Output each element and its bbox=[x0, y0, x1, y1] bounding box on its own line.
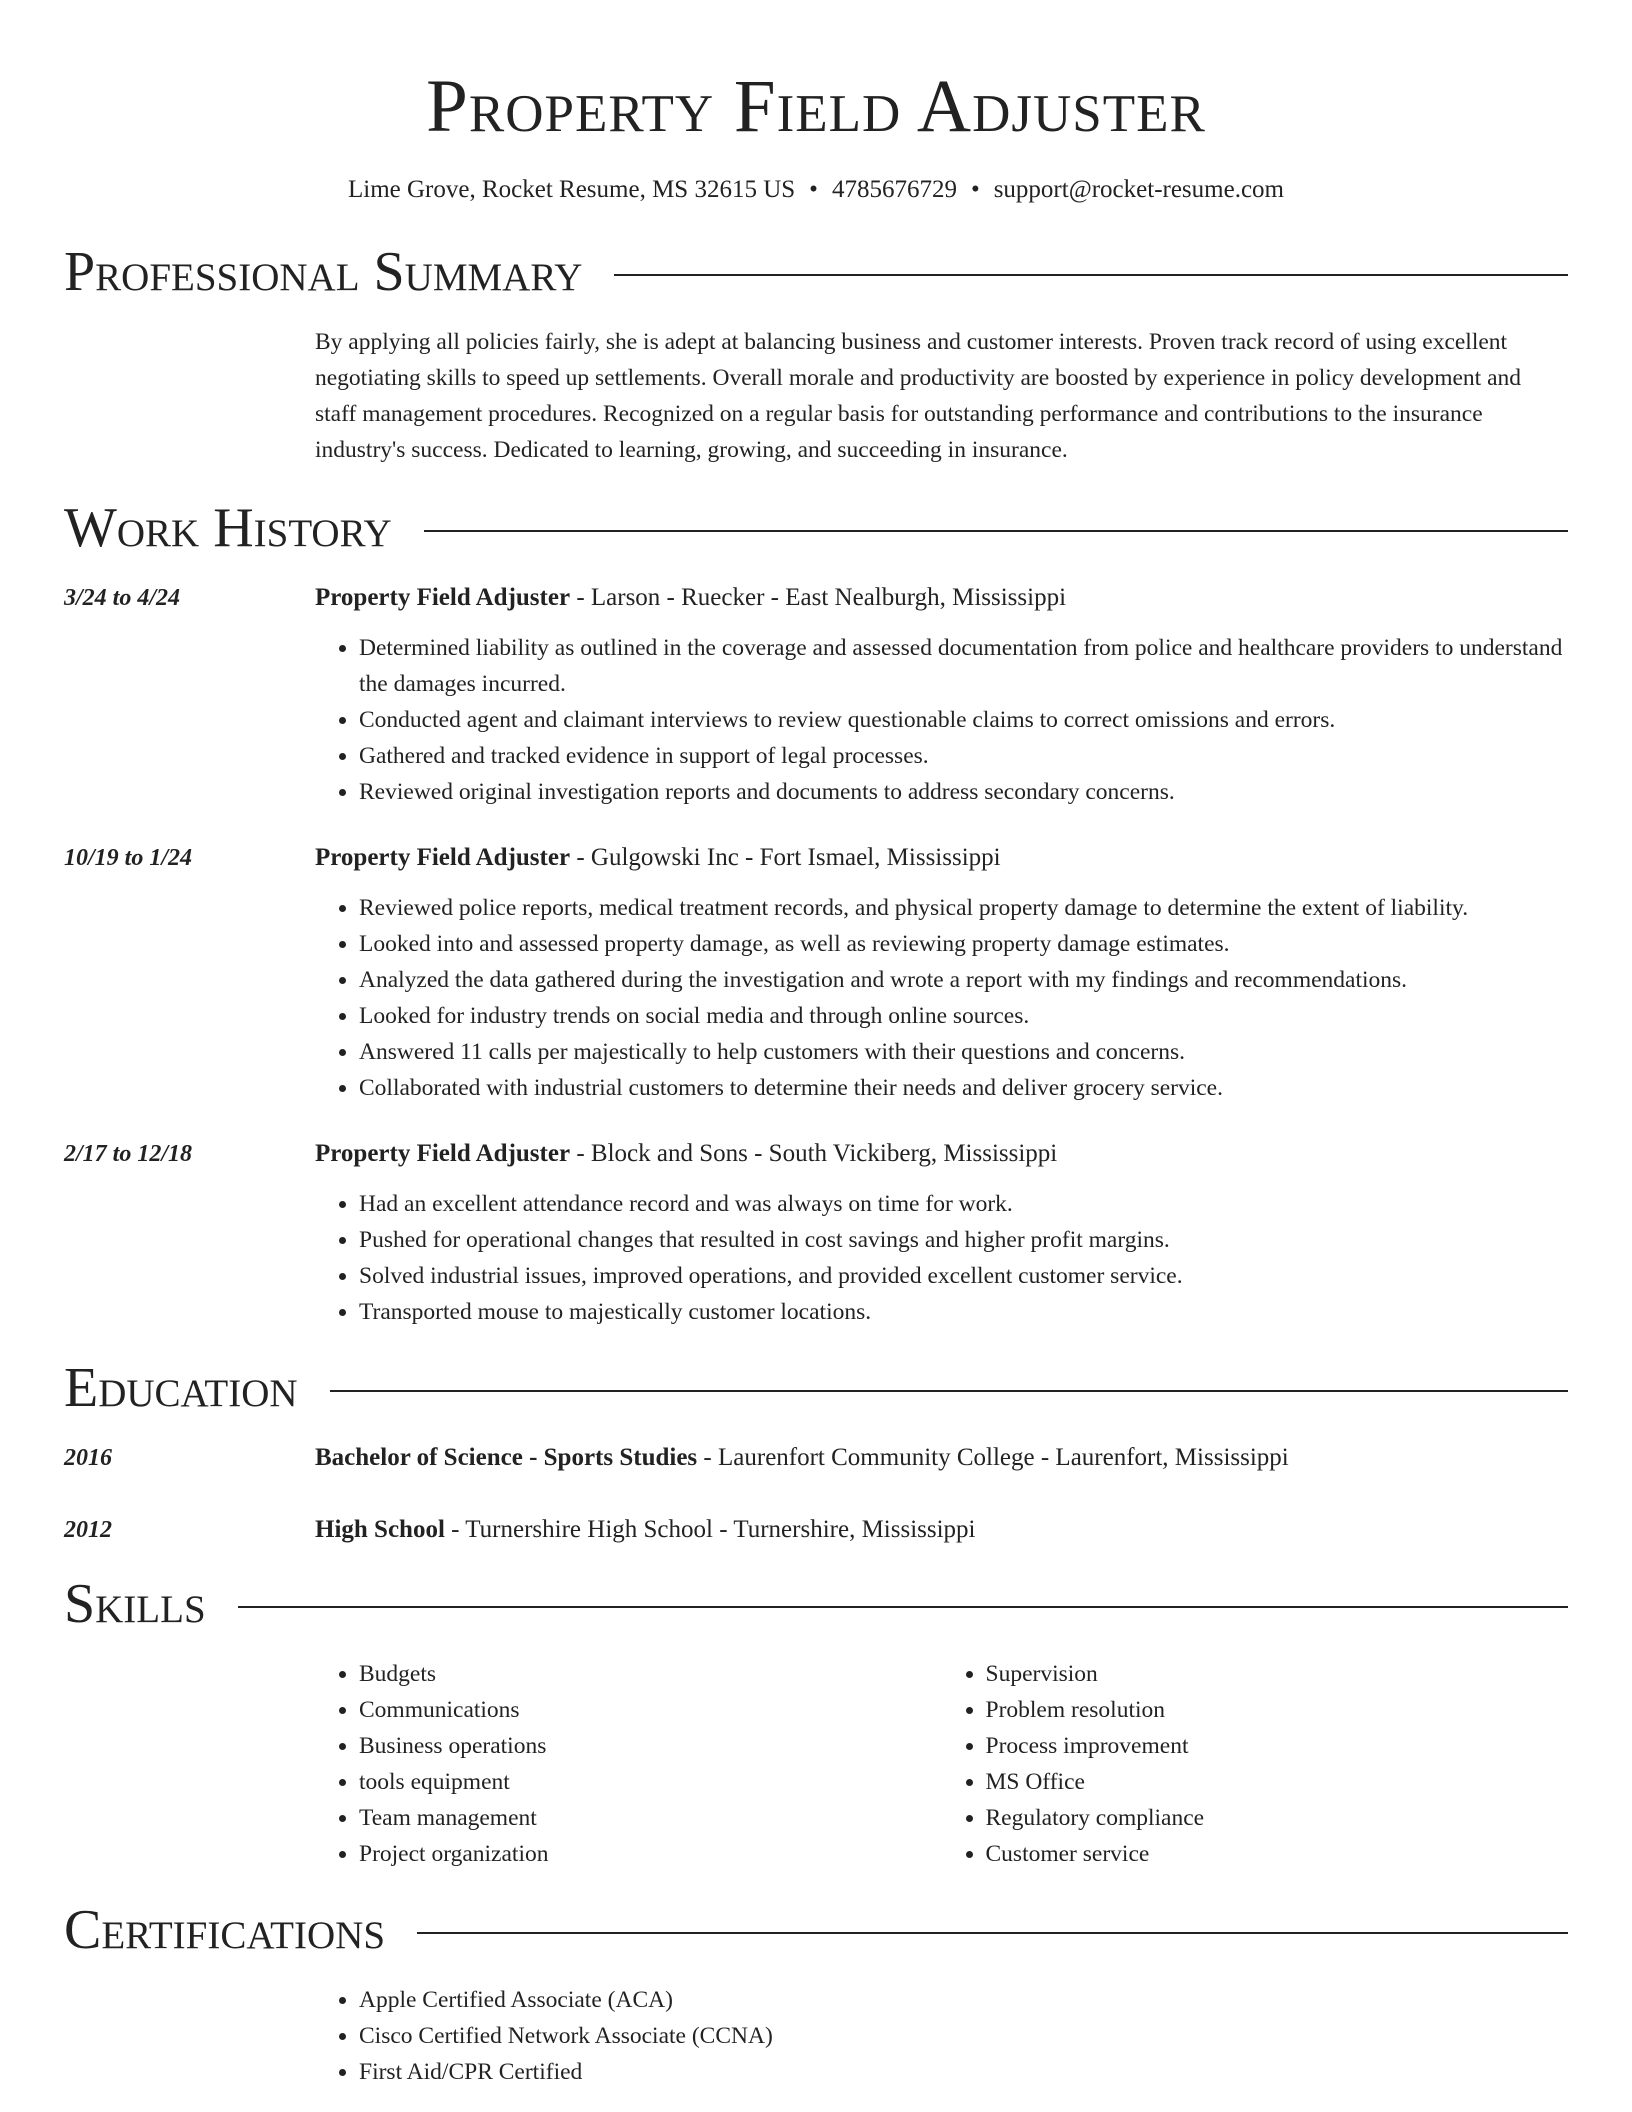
job-title-line bbox=[315, 580, 1568, 616]
list-item: • Looked into and assessed property damage, as well as reviewing property damage estimates. bbox=[359, 926, 1568, 962]
contact-address: Lime Grove, Rocket Resume, MS 32615 US bbox=[347, 176, 796, 203]
certifications-section-title: Certifications bbox=[64, 1899, 386, 1961]
list-item: • Team management bbox=[359, 1800, 942, 1836]
list-item: • Cisco Certified Network Associate (CCNA) bbox=[359, 2018, 1568, 2054]
summary-text: By applying all policies fairly, she is adept at balancing business and customer interests. Proven track record of using excellent negotiating skills to speed up settlements. Overall morale and productivity are boosted by experience in policy development and staff management procedures. Recognized on a regular basis for outstanding performance and contributions to the insurance industry's success. Dedicated to learning, growing, and succeeding in insurance. bbox=[315, 329, 1522, 463]
job-bullets bbox=[315, 630, 1568, 810]
list-item: • tools equipment bbox=[359, 1764, 942, 1800]
job-entry bbox=[64, 840, 1568, 1106]
list-item: • Business operations bbox=[359, 1728, 942, 1764]
list-item: • Process improvement bbox=[986, 1728, 1569, 1764]
job-title-line bbox=[315, 1136, 1568, 1172]
education-details: - Laurenfort Community College - Laurenfort, Mississippi bbox=[697, 1444, 1289, 1471]
skills-list-right bbox=[942, 1656, 1569, 1872]
list-item: • Collaborated with industrial customers to determine their needs and deliver grocery service. bbox=[359, 1070, 1568, 1106]
list-item: • Reviewed police reports, medical treatment records, and physical property damage to determine the extent of liability. bbox=[359, 890, 1568, 926]
list-item: • Solved industrial issues, improved operations, and provided excellent customer service. bbox=[359, 1258, 1568, 1294]
list-item: • Supervision bbox=[986, 1656, 1569, 1692]
list-item: • Analyzed the data gathered during the investigation and wrote a report with my findings and recommendations. bbox=[359, 962, 1568, 998]
education-year: 2012 bbox=[64, 1517, 112, 1543]
list-item: • Pushed for operational changes that resulted in cost savings and higher profit margins. bbox=[359, 1222, 1568, 1258]
skills-list-left bbox=[315, 1656, 942, 1872]
job-role: Property Field Adjuster bbox=[315, 844, 571, 871]
list-item: • Customer service bbox=[986, 1836, 1569, 1872]
contact-line bbox=[64, 174, 1568, 206]
education-degree: Bachelor of Science - Sports Studies bbox=[315, 1444, 698, 1471]
list-item: • First Aid/CPR Certified bbox=[359, 2054, 1568, 2090]
job-bullets bbox=[315, 890, 1568, 1106]
education-title-line bbox=[315, 1440, 1289, 1476]
education-entry bbox=[64, 1512, 1568, 1548]
job-role: Property Field Adjuster bbox=[315, 584, 571, 611]
contact-separator: • bbox=[970, 176, 980, 203]
job-dates: 3/24 to 4/24 bbox=[64, 585, 181, 611]
section-divider bbox=[417, 1932, 1568, 1934]
list-item: • Determined liability as outlined in the coverage and assessed documentation from police and healthcare providers to understand the damages incurred. bbox=[359, 630, 1568, 702]
job-bullets bbox=[315, 1186, 1568, 1330]
job-details: - Block and Sons - South Vickiberg, Mississippi bbox=[570, 1140, 1058, 1167]
list-item: • Conducted agent and claimant interviews to review questionable claims to correct omissions and errors. bbox=[359, 702, 1568, 738]
education-entry bbox=[64, 1440, 1568, 1476]
job-details: - Larson - Ruecker - East Nealburgh, Mississippi bbox=[570, 584, 1067, 611]
education-degree: High School bbox=[315, 1516, 445, 1543]
summary-section-header bbox=[64, 240, 1568, 304]
list-item: • Answered 11 calls per majestically to help customers with their questions and concerns. bbox=[359, 1034, 1568, 1070]
job-role: Property Field Adjuster bbox=[315, 1140, 571, 1167]
job-entry bbox=[64, 580, 1568, 810]
list-item: • Reviewed original investigation reports and documents to address secondary concerns. bbox=[359, 774, 1568, 810]
skills-columns bbox=[315, 1656, 1568, 1872]
resume-name: Property Field Adjuster bbox=[426, 65, 1206, 148]
list-item: • Apple Certified Associate (ACA) bbox=[359, 1982, 1568, 2018]
section-divider bbox=[238, 1606, 1568, 1608]
contact-separator: • bbox=[809, 176, 818, 203]
certifications-list bbox=[315, 1982, 1568, 2090]
summary-section-title: Professional Summary bbox=[64, 241, 583, 303]
education-section-header bbox=[64, 1356, 1568, 1420]
list-item: • Project organization bbox=[359, 1836, 942, 1872]
list-item: • Communications bbox=[359, 1692, 942, 1728]
contact-email: support@rocket-resume.com bbox=[993, 176, 1284, 203]
skills-section-title: Skills bbox=[64, 1573, 206, 1635]
contact-phone: 4785676729 bbox=[831, 176, 957, 203]
list-item: • Looked for industry trends on social media and through online sources. bbox=[359, 998, 1568, 1034]
job-dates: 10/19 to 1/24 bbox=[64, 845, 193, 871]
section-divider bbox=[614, 274, 1568, 276]
education-section-title: Education bbox=[64, 1357, 298, 1419]
education-details: - Turnershire High School - Turnershire, Mississippi bbox=[444, 1516, 976, 1543]
skills-section-header bbox=[64, 1572, 1568, 1636]
list-item: • Budgets bbox=[359, 1656, 942, 1692]
list-item: • MS Office bbox=[986, 1764, 1569, 1800]
work-section-title: Work History bbox=[64, 497, 392, 559]
certifications-section-header bbox=[64, 1898, 1568, 1962]
list-item: • Problem resolution bbox=[986, 1692, 1569, 1728]
job-entry bbox=[64, 1136, 1568, 1330]
education-title-line bbox=[315, 1512, 976, 1548]
list-item: • Gathered and tracked evidence in support of legal processes. bbox=[359, 738, 1568, 774]
education-year: 2016 bbox=[64, 1445, 112, 1471]
job-dates: 2/17 to 12/18 bbox=[64, 1141, 193, 1167]
section-divider bbox=[330, 1390, 1568, 1392]
list-item: • Transported mouse to majestically customer locations. bbox=[359, 1294, 1568, 1330]
job-title-line bbox=[315, 840, 1568, 876]
job-details: - Gulgowski Inc - Fort Ismael, Mississippi bbox=[570, 844, 1001, 871]
work-section-header bbox=[64, 496, 1568, 560]
list-item: • Had an excellent attendance record and was always on time for work. bbox=[359, 1186, 1568, 1222]
list-item: • Regulatory compliance bbox=[986, 1800, 1569, 1836]
section-divider bbox=[424, 530, 1568, 532]
